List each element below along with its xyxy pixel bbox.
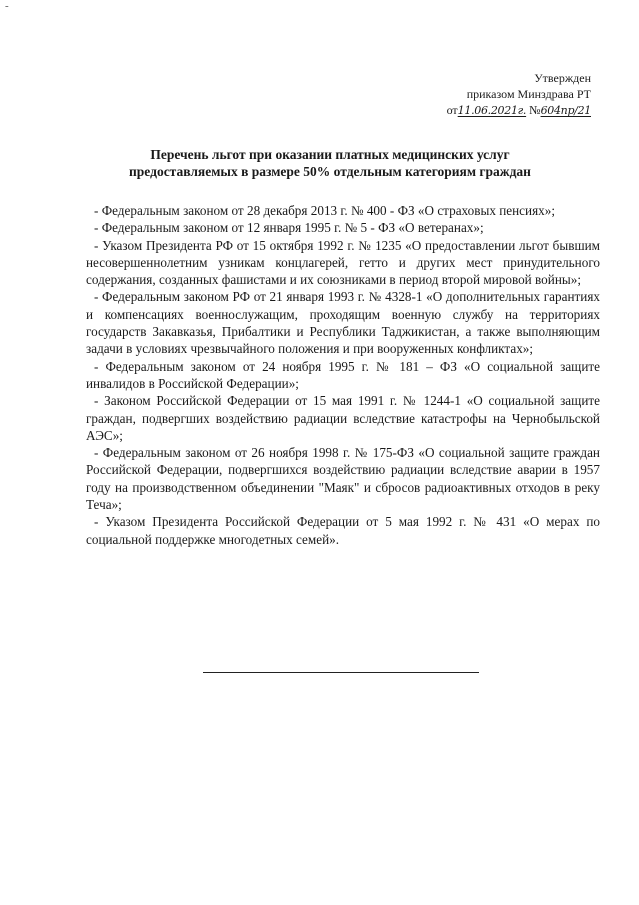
list-item: - Федеральным законом от 24 ноября 1995 г. № 181 – ФЗ «О социальной защите инвалидов в Российской Федерации»; (86, 358, 600, 391)
list-item: - Федеральным законом от 12 января 1995 г. № 5 - ФЗ «О ветеранах»; (94, 220, 484, 236)
approval-date-prefix: от (446, 103, 458, 117)
approval-heading: Утвержден (534, 71, 591, 85)
list-item: - Федеральным законом от 28 декабря 2013 г. № 400 - ФЗ «О страховых пенсиях»; (94, 203, 556, 218)
approval-number-handwritten: 604пр/21 (540, 104, 591, 117)
corner-mark: - (5, 0, 9, 12)
bottom-divider (203, 672, 479, 673)
title-line-1: Перечень льгот при оказании платных медицинских услуг (150, 147, 510, 162)
list-item: - Федеральным законом от 26 ноября 1998 г. № 175-ФЗ «О социальной защите граждан Российской Федерации, подвергшихся воздействию радиации вследствие аварии в 1957 году на производственном объединении "Маяк" и сбросов радиоактивных отходов в реку Теча»; (86, 445, 600, 513)
document-title (60, 146, 600, 180)
approval-date-handwritten: 11.06.2021г. (457, 104, 527, 117)
list-item: - Законом Российской Федерации от 15 мая 1991 г. № 1244-1 «О социальной защите граждан, подвергших воздействию радиации вследствие катастрофы на Чернобыльской АЭС»; (86, 393, 600, 443)
title-line-2: предоставляемых в размере 50% отдельным категориям граждан (129, 164, 531, 179)
approval-number-prefix: № (529, 103, 541, 117)
approval-block (447, 70, 591, 119)
approval-issuer: приказом Минздрава РТ (466, 87, 591, 101)
benefits-list (86, 202, 600, 548)
list-item: - Федеральным законом РФ от 21 января 1993 г. № 4328-1 «О дополнительных гарантиях и компенсациях военнослужащим, проходящим военную службу на территориях государств Закавказья, Прибалтики и Республики Таджикистан, а также выполняющим задачи в условиях чрезвычайного положения и при вооруженных конфликтах»; (86, 289, 600, 357)
list-item: - Указом Президента Российской Федерации от 5 мая 1992 г. № 431 «О мерах по социальной поддержке многодетных семей». (86, 514, 600, 547)
approval-date-line (447, 102, 591, 119)
list-item: - Указом Президента РФ от 15 октября 1992 г. № 1235 «О предоставлении льгот бывшим несовершеннолетним узникам концлагерей, гетто и других мест принудительного содержания, созданных фашистами и их союзниками в период второй мировой войны»; (86, 237, 600, 288)
